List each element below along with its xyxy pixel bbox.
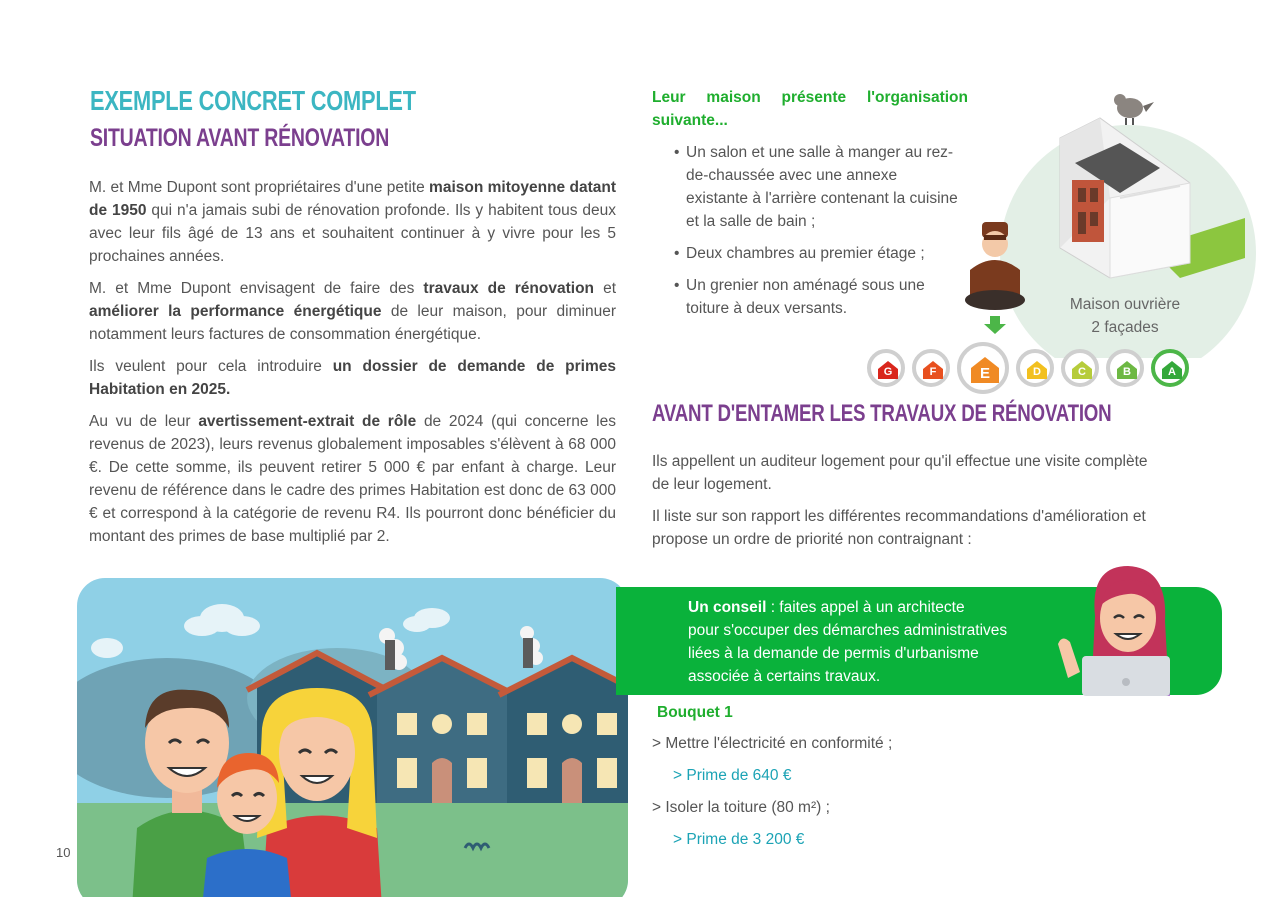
paragraph-4: Au vu de leur avertissement-extrait de rôle de 2024 (qui concerne les revenus de 2023), leurs revenus globalement imposables s'élèvent à 68 000 €. De cette somme, ils peuvent retirer 5 000 € par enfant à charge. Leur revenu de référence dans le cadre des primes Habitation est donc de 63 000 € et correspond à la catégorie de revenu R4. Ils pourront donc bénéficier du montant des primes de base multiplié par 2. <box>89 413 616 545</box>
avant-paragraph-1: Ils appellent un auditeur logement pour qu'il effectue une visite complète de leur logement. <box>652 453 1148 493</box>
intro-text <box>89 176 616 557</box>
energy-badge-c: C <box>1061 349 1099 387</box>
conseil-label: Un conseil <box>688 599 767 616</box>
bouquet-item: > Mettre l'électricité en conformité ; <box>652 735 893 752</box>
paragraph-2: M. et Mme Dupont envisagent de faire des travaux de rénovation et améliorer la performance énergétique de leur maison, pour diminuer notamment leurs factures de consommation énergétique. <box>89 280 617 343</box>
organisation-heading: Leur maison présente l'organisation suivante... <box>652 89 968 129</box>
energy-badge-d: D <box>1016 349 1054 387</box>
energy-badge-b: B <box>1106 349 1144 387</box>
bouquet-list <box>652 732 1052 851</box>
energy-badge-e-current: E <box>957 342 1009 394</box>
list-item: • Deux chambres au premier étage ; <box>672 242 962 265</box>
conseil-line: associée à certains travaux. <box>688 668 881 685</box>
arrow-down-icon <box>984 316 1006 334</box>
energy-badge-f: F <box>912 349 950 387</box>
house-type: Maison ouvrière <box>1069 296 1181 313</box>
energy-badge-a: A <box>1151 349 1189 387</box>
auditor-character <box>962 220 1028 338</box>
paragraph-3: Ils veulent pour cela introduire un dossier de demande de primes Habitation en 2025. <box>89 358 616 398</box>
list-item: • Un grenier non aménagé sous une toiture à deux versants. <box>672 274 962 320</box>
conseil-line: liées à la demande de permis d'urbanisme <box>688 645 979 662</box>
room-list <box>672 141 962 329</box>
avant-title: AVANT D'ENTAMER LES TRAVAUX DE RÉNOVATION <box>652 400 1112 427</box>
conseil-line: pour s'occuper des démarches administratives <box>688 622 1008 639</box>
paragraph-1: M. et Mme Dupont sont propriétaires d'une petite maison mitoyenne datant de 1950 qui n'a jamais subi de rénovation profonde. Ils y habitent tous deux avec leur fils âgé de 13 ans et souhaitent continuer à y vivre pour les 5 prochaines années. <box>89 179 616 265</box>
list-item: • Un salon et une salle à manger au rez-de-chaussée avec une annexe existante à l'arrière contenant la cuisine et la salle de bain ; <box>672 141 962 233</box>
advisor-character <box>1050 556 1180 696</box>
bouquet-prime: > Prime de 640 € <box>673 767 792 784</box>
bouquet-title: Bouquet 1 <box>657 704 733 721</box>
house-facades: 2 façades <box>1091 319 1159 336</box>
bird-icon <box>1114 94 1154 125</box>
section-subtitle: SITUATION AVANT RÉNOVATION <box>90 124 390 152</box>
house-caption <box>1030 293 1220 339</box>
section-title: EXEMPLE CONCRET COMPLET <box>90 85 416 116</box>
bouquet-item: > Isoler la toiture (80 m²) ; <box>652 799 830 816</box>
avant-paragraph-2: Il liste sur son rapport les différentes recommandations d'amélioration et propose un ordre de priorité non contraignant : <box>652 508 1146 548</box>
energy-badge-g: G <box>867 349 905 387</box>
conseil-line: : faites appel à un architecte <box>766 599 965 616</box>
page-number: 10 <box>56 845 71 860</box>
energy-label-scale <box>867 342 1189 394</box>
avant-text <box>652 450 1152 560</box>
bouquet-prime: > Prime de 3 200 € <box>673 831 805 848</box>
family-illustration <box>77 578 628 897</box>
conseil-text <box>688 596 1068 688</box>
